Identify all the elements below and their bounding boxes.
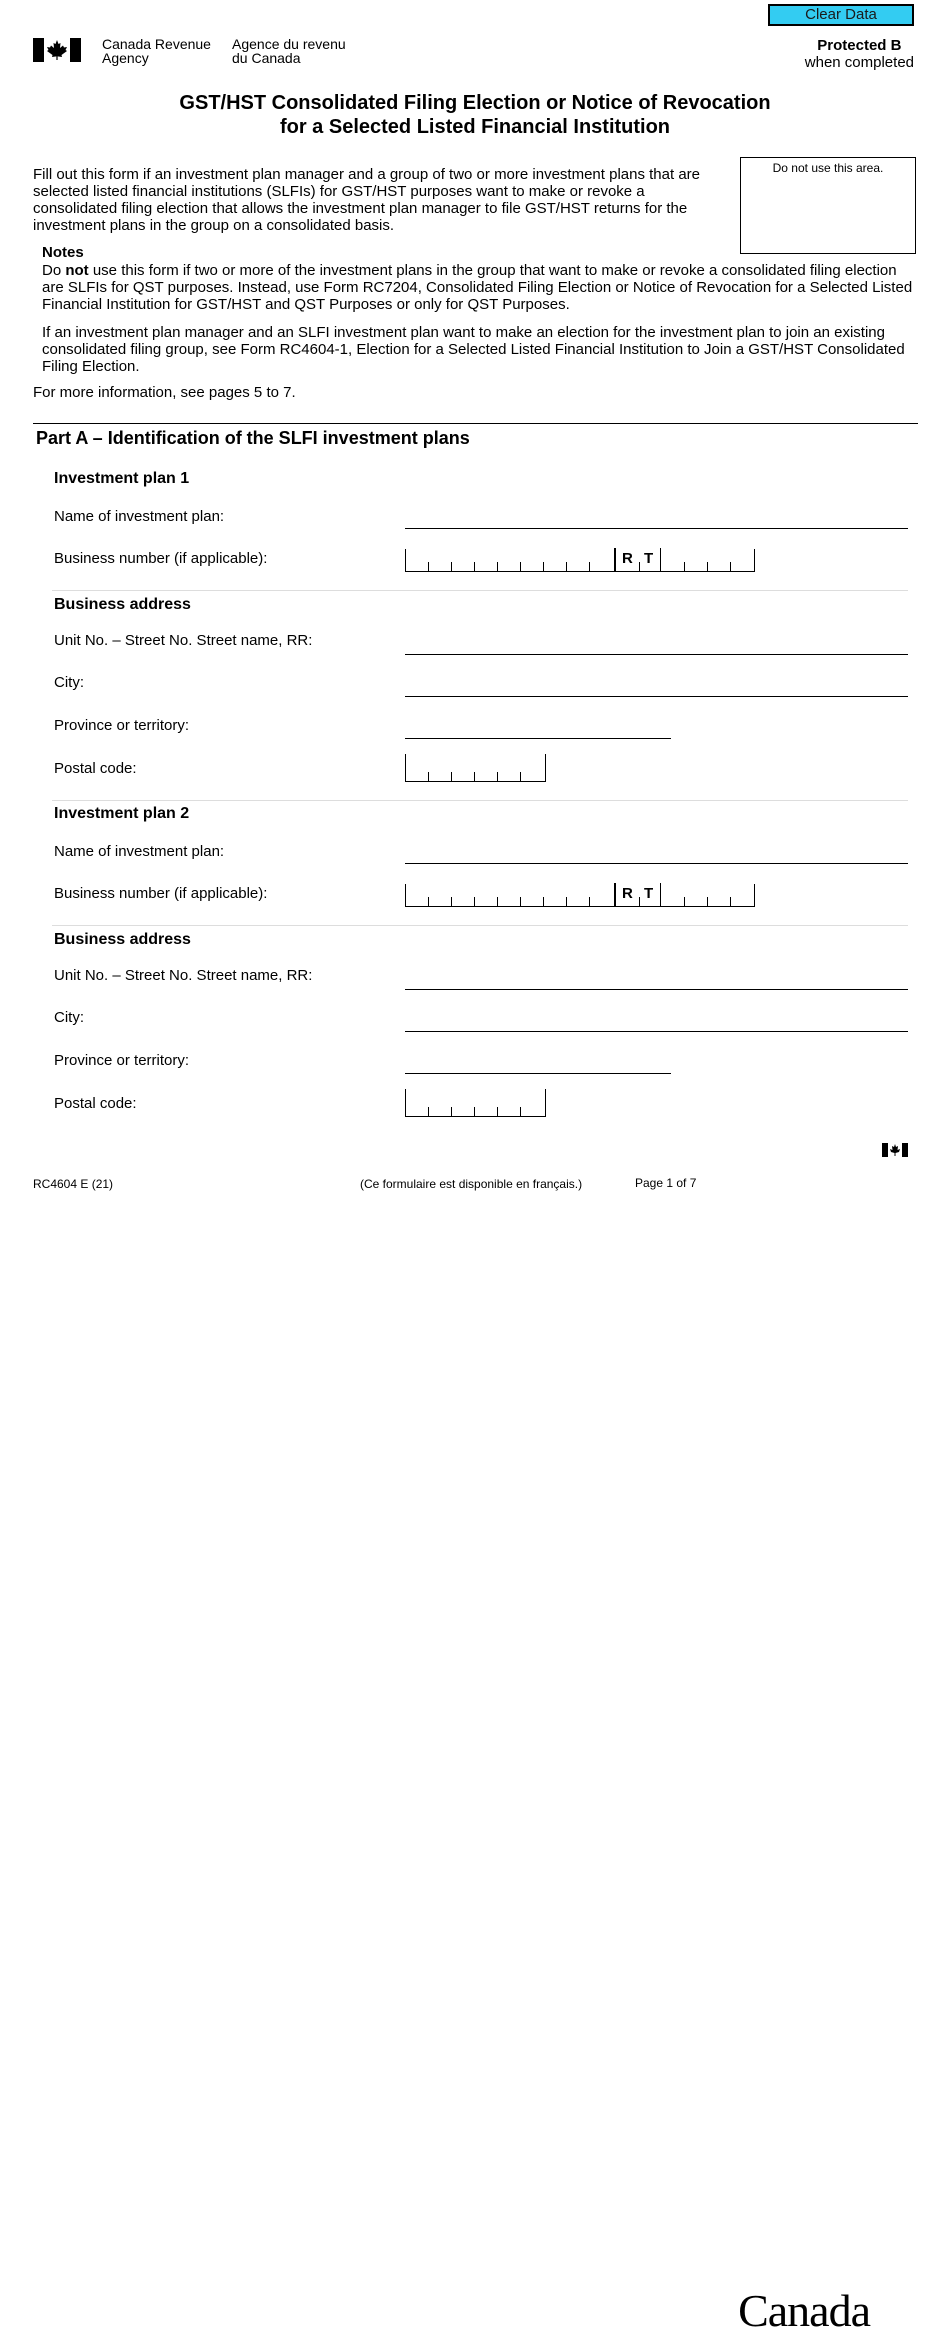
business-number-label: Business number (if applicable): [54, 885, 268, 902]
province-input[interactable] [405, 738, 671, 739]
postal-code-label: Postal code: [54, 760, 137, 777]
province-label: Province or territory: [54, 717, 190, 734]
intro-paragraph: Fill out this form if an investment plan manager and a group of two or more investment plans that are selected listed financial institutions (SLFIs) for GST/HST purposes want to make or revoke a consolidated filing election that allows the investment plan manager to file GST/HST returns for the investment plans in the group on a consolidated basis. [33, 166, 701, 234]
more-info-text: For more information, see pages 5 to 7. [33, 384, 296, 401]
page-number: Page 1 of 7 [635, 1176, 697, 1190]
subsection-divider [52, 590, 908, 591]
notes-paragraph-2: If an investment plan manager and an SLFI investment plan want to make an election for the investment plan to join an existing consolidated filing group, see Form RC4604-1, Election for a Selected Listed Financial Institution to Join a GST/HST Consolidated Filing Election. [42, 324, 905, 375]
canada-wordmark-logo: Canada [778, 1144, 910, 1190]
investment-plan-heading: Investment plan 2 [54, 805, 190, 822]
subsection-divider [52, 800, 908, 801]
plan-name-input[interactable] [405, 528, 908, 529]
plan-name-label: Name of investment plan: [54, 508, 225, 525]
business-number-input[interactable]: R T [405, 884, 755, 907]
form-identifier: RC4604 E (21) [33, 1177, 114, 1191]
agency-name-french: Agence du revenu du Canada [232, 36, 346, 66]
business-address-heading: Business address [54, 596, 191, 613]
form-title: GST/HST Consolidated Filing Election or Notice of Revocation for a Selected Listed Financial Institution [179, 92, 771, 138]
wordmark-flag-icon [882, 1143, 908, 1157]
postal-code-input[interactable] [405, 754, 546, 782]
street-label: Unit No. – Street No. Street name, RR: [54, 967, 313, 984]
canada-flag-logo [33, 38, 81, 62]
investment-plan-heading: Investment plan 1 [54, 470, 190, 487]
city-input[interactable] [405, 1031, 908, 1032]
plan-name-input[interactable] [405, 863, 908, 864]
notes-heading: Notes [42, 244, 84, 261]
business-number-input[interactable]: R T [405, 549, 755, 572]
business-number-label: Business number (if applicable): [54, 550, 268, 567]
french-availability-note: (Ce formulaire est disponible en français.) [360, 1177, 583, 1191]
province-input[interactable] [405, 1073, 671, 1074]
city-label: City: [54, 674, 84, 691]
city-label: City: [54, 1009, 84, 1026]
maple-leaf-icon [45, 39, 69, 61]
section-divider [33, 423, 918, 424]
protected-b-label: Protected B when completed [804, 37, 914, 71]
postal-code-label: Postal code: [54, 1095, 137, 1112]
street-label: Unit No. – Street No. Street name, RR: [54, 632, 313, 649]
plan-name-label: Name of investment plan: [54, 843, 225, 860]
notes-paragraph-1: Do not use this form if two or more of the investment plans in the group that want to make or revoke a consolidated filing election are SLFIs for QST purposes. Instead, use Form RC7204, Consolidated Filing Election or Notice of Revocation for a Selected Listed Financial Institution for GST/HST and QST Purposes or only for QST Purposes. [42, 262, 913, 313]
part-a-heading: Part A – Identification of the SLFI investment plans [36, 428, 470, 448]
do-not-use-area: Do not use this area. [740, 157, 916, 254]
clear-data-button[interactable]: Clear Data [768, 4, 914, 26]
province-label: Province or territory: [54, 1052, 190, 1069]
subsection-divider [52, 925, 908, 926]
business-address-heading: Business address [54, 931, 191, 948]
city-input[interactable] [405, 696, 908, 697]
street-input[interactable] [405, 989, 908, 990]
agency-name-english: Canada Revenue Agency [102, 36, 211, 66]
street-input[interactable] [405, 654, 908, 655]
postal-code-input[interactable] [405, 1089, 546, 1117]
